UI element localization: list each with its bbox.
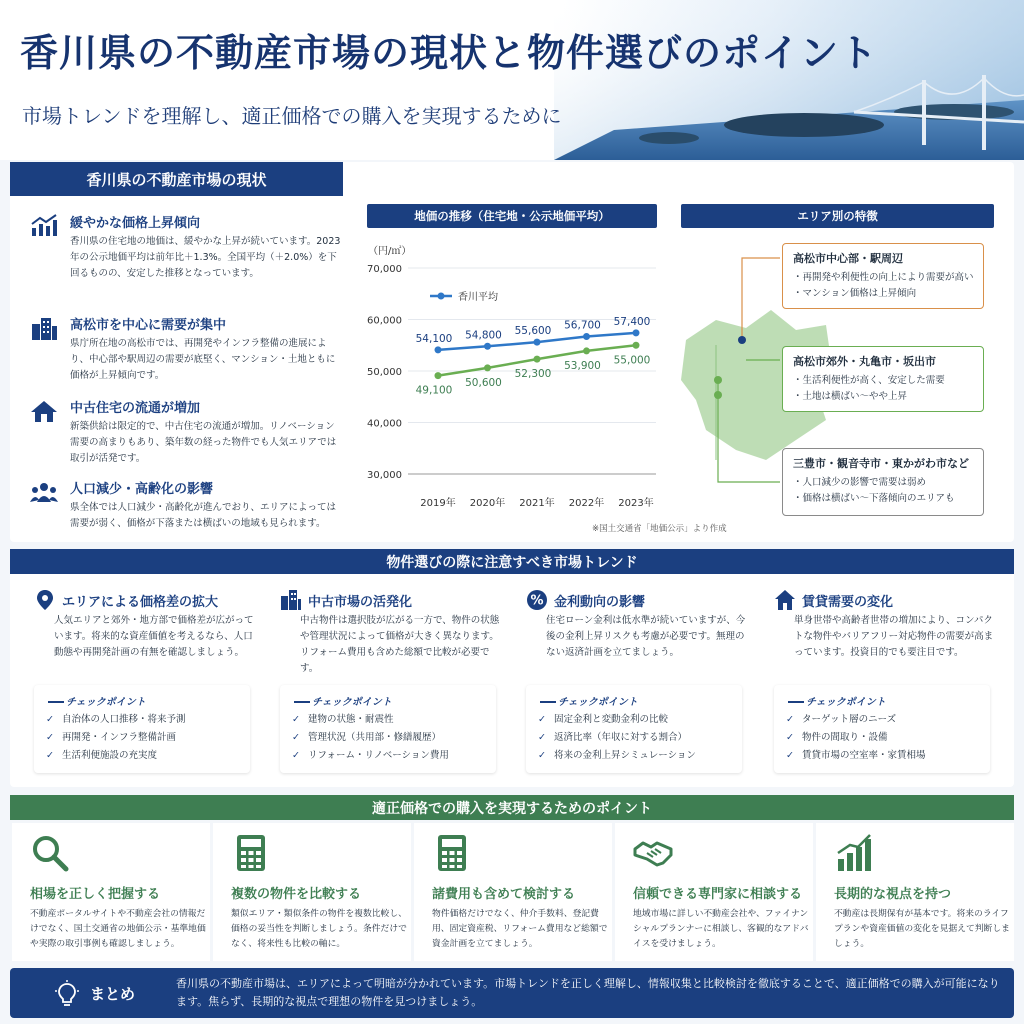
chart-title: 地価の推移（住宅地・公示地価平均） xyxy=(367,204,657,228)
house-icon xyxy=(30,399,58,423)
point-text: 不動産ポータルサイトや不動産会社の情報だけでなく、国土交通省の地価公示・基準地価や実際の取引事例も確認しましょう。 xyxy=(30,909,206,949)
x-tick-label: 2023年 xyxy=(618,498,654,509)
status-item-price xyxy=(30,212,340,302)
data-point xyxy=(534,356,541,363)
data-label: 50,600 xyxy=(465,376,502,389)
calculator-icon xyxy=(432,833,472,873)
building-icon xyxy=(30,316,58,340)
data-point xyxy=(534,339,541,346)
checkpoint-item: ✓ 固定金利と変動金利の比較 xyxy=(538,714,668,725)
y-axis-label: （円/㎡） xyxy=(368,246,412,257)
checkpoint-label: チェックポイント xyxy=(48,693,146,708)
trend-title: 中古市場の活発化 xyxy=(308,595,413,610)
status-item-title: 緩やかな価格上昇傾向 xyxy=(70,216,201,231)
point-title: 長期的な視点を持つ xyxy=(834,887,952,902)
area-callout-suburbs xyxy=(782,346,984,412)
checkpoint-box xyxy=(526,685,742,773)
bar-chart-icon xyxy=(834,833,874,873)
data-label: 49,100 xyxy=(415,384,453,397)
x-tick-label: 2021年 xyxy=(519,498,555,509)
summary-text: 香川県の不動産市場は、エリアによって明暗が分かれています。市場トレンドを正しく理解し、情報収集と比較検討を徹底することで、適正価格での購入が可能になります。焦らず、長期的な視点で理想の物件を見つけましょう。 xyxy=(176,977,1000,1008)
checkpoint-item: ✓ 賃貸市場の空室率・家賃相場 xyxy=(786,750,926,761)
people-icon xyxy=(30,480,58,504)
status-item-title: 人口減少・高齢化の影響 xyxy=(70,482,214,497)
area-callout-line: ・マンション価格は上昇傾向 xyxy=(793,288,917,299)
land-price-chart xyxy=(360,236,670,518)
checkpoint-item: ✓ ターゲット層のニーズ xyxy=(786,714,897,725)
check-icon: ✓ xyxy=(538,714,546,725)
area-callout-line: ・人口減少の影響で需要は弱め xyxy=(793,477,927,488)
summary-label: まとめ xyxy=(90,985,136,1003)
trend-card-rental xyxy=(754,585,994,775)
area-callout-central xyxy=(782,243,984,309)
area-heading: エリア別の特徴 xyxy=(681,204,994,228)
checkpoint-item: ✓ リフォーム・リノベーション費用 xyxy=(292,750,449,761)
magnifier-icon xyxy=(30,833,70,873)
checkpoint-label: チェックポイント xyxy=(294,693,392,708)
check-icon: ✓ xyxy=(786,714,794,725)
point-card-expert xyxy=(615,823,813,961)
area-callout-west-east xyxy=(782,448,984,516)
y-tick-label: 50,000 xyxy=(367,367,402,378)
point-card-market xyxy=(12,823,210,961)
buildings-icon xyxy=(280,589,302,611)
trend-card-used-market xyxy=(260,585,500,775)
point-title: 相場を正しく把握する xyxy=(30,887,161,902)
area-callout-title: 三豊市・観音寺市・東かがわ市など xyxy=(793,457,969,470)
handshake-icon xyxy=(633,833,673,873)
data-label: 55,000 xyxy=(613,354,651,367)
chart-source-note: ※国土交通省「地価公示」より作成 xyxy=(592,524,727,534)
check-icon: ✓ xyxy=(538,750,546,761)
data-label: 53,900 xyxy=(564,359,601,372)
points-heading: 適正価格での購入を実現するためのポイント xyxy=(10,795,1014,820)
home-icon xyxy=(774,589,796,611)
point-text: 地域市場に詳しい不動産会社や、ファイナンシャルプランナーに相談し、客観的なアドバイスを受けましょう。 xyxy=(633,909,809,949)
data-point xyxy=(633,342,640,349)
status-item-title: 中古住宅の流通が増加 xyxy=(70,401,201,416)
point-text: 物件価格だけでなく、仲介手数料、登記費用、固定資産税、リフォーム費用など総額で資金計画を立てましょう。 xyxy=(432,909,608,949)
svg-text:%: % xyxy=(530,593,544,609)
area-callout-title: 高松市中心部・駅周辺 xyxy=(793,252,903,265)
data-label: 54,100 xyxy=(415,332,453,345)
status-item-title: 高松市を中心に需要が集中 xyxy=(70,318,227,333)
status-item-text: 県全体では人口減少・高齢化が進んでおり、エリアによっては需要が弱く、価格が下落または横ばいの地域も見られます。 xyxy=(70,502,337,529)
trend-title: エリアによる価格差の拡大 xyxy=(62,595,219,610)
y-tick-label: 30,000 xyxy=(367,470,402,481)
checkpoint-item: ✓ 将来の金利上昇シミュレーション xyxy=(538,750,696,761)
data-point xyxy=(633,329,640,336)
trend-card-interest xyxy=(506,585,746,775)
checkpoint-item: ✓ 建物の状態・耐震性 xyxy=(292,714,394,725)
check-icon: ✓ xyxy=(786,732,794,743)
checkpoint-label: チェックポイント xyxy=(540,693,638,708)
trend-title: 金利動向の影響 xyxy=(554,595,646,610)
check-icon: ✓ xyxy=(292,732,300,743)
y-tick-label: 40,000 xyxy=(367,418,402,430)
checkpoint-item: ✓ 返済比率（年収に対する割合） xyxy=(538,732,687,743)
point-text: 類似エリア・類似条件の物件を複数比較し、価格の妥当性を判断しましょう。条件だけでなく、将来性も比較の軸に。 xyxy=(231,909,407,949)
point-card-compare xyxy=(213,823,411,961)
data-label: 55,600 xyxy=(514,325,552,338)
point-card-long-term xyxy=(816,823,1014,961)
x-tick-label: 2020年 xyxy=(469,498,506,509)
trend-text: 住宅ローン金利は低水準が続いていますが、今後の金利上昇リスクも考慮が必要です。無理のない返済計画を立てましょう。 xyxy=(546,615,746,658)
calculator-icon xyxy=(231,833,271,873)
trends-heading: 物件選びの際に注意すべき市場トレンド xyxy=(10,549,1014,574)
y-tick-label: 60,000 xyxy=(367,315,402,327)
status-item-text: 新築供給は限定的で、中古住宅の流通が増加。リノベーション需要の高まりもあり、築年数の経った物件でも人気エリアでは取引が活発です。 xyxy=(70,421,337,464)
check-icon: ✓ xyxy=(538,732,546,743)
x-tick-label: 2022年 xyxy=(568,498,605,509)
data-point xyxy=(484,343,491,350)
area-callout-line: ・再開発や利便性の向上により需要が高い xyxy=(793,272,974,283)
data-point xyxy=(435,372,442,379)
percent-icon xyxy=(526,589,548,611)
chart-up-icon xyxy=(30,214,58,238)
trend-text: 中古物件は選択肢が広がる一方で、物件の状態や管理状況によって価格が大きく異なります。リフォーム費用も含めた総額で比較が必要です。 xyxy=(300,615,500,674)
checkpoint-item: ✓ 管理状況（共用部・修繕履歴） xyxy=(292,732,441,743)
lightbulb-icon xyxy=(54,980,80,1008)
checkpoint-box xyxy=(280,685,496,773)
point-title: 諸費用も含めて検討する xyxy=(432,887,576,902)
check-icon: ✓ xyxy=(46,714,54,725)
check-icon: ✓ xyxy=(292,714,300,725)
checkpoint-item: ✓ 物件の間取り・設備 xyxy=(786,732,888,743)
point-text: 不動産は長期保有が基本です。将来のライフプランや資産価値の変化を見据えて判断しましょう。 xyxy=(834,909,1010,949)
y-tick-label: 70,000 xyxy=(367,264,402,275)
checkpoint-box xyxy=(774,685,990,773)
trend-text: 単身世帯や高齢者世帯の増加により、コンパクトな物件やバリアフリー対応物件の需要が高まっています。投資目的でも要注目です。 xyxy=(794,615,994,658)
page-subtitle: 市場トレンドを理解し、適正価格での購入を実現するために xyxy=(22,104,562,128)
data-label: 52,300 xyxy=(514,368,552,381)
checkpoint-item: ✓ 自治体の人口推移・将来予測 xyxy=(46,714,186,725)
area-callout-title: 高松市郊外・丸亀市・坂出市 xyxy=(793,355,936,368)
status-item-used-homes xyxy=(30,397,340,477)
data-label: 56,700 xyxy=(564,319,601,332)
page-title: 香川県の不動産市場の現状と物件選びのポイント xyxy=(20,30,879,75)
data-point xyxy=(583,333,590,340)
area-callout-line: ・価格は横ばい～下落傾向のエリアも xyxy=(793,493,955,504)
checkpoint-item: ✓ 生活利便施設の充実度 xyxy=(46,750,157,761)
point-title: 信頼できる専門家に相談する xyxy=(633,887,803,902)
map-pin-icon xyxy=(34,589,56,611)
current-status-heading: 香川県の不動産市場の現状 xyxy=(10,162,343,196)
checkpoint-item: ✓ 再開発・インフラ整備計画 xyxy=(46,732,176,743)
data-point xyxy=(484,364,491,371)
status-item-text: 香川県の住宅地の地価は、緩やかな上昇が続いています。2023年の公示地価平均は前年比＋1.3%。全国平均（＋2.0%）を下回るものの、安定した推移となっています。 xyxy=(70,236,341,279)
status-item-text: 県庁所在地の高松市では、再開発やインフラ整備の進展により、中心部や駅周辺の需要が底堅く、マンション・土地ともに価格が上昇傾向です。 xyxy=(70,338,336,381)
status-item-population xyxy=(30,478,340,538)
trend-text: 人気エリアと郊外・地方部で価格差が広がっています。将来的な資産価値を考えるなら、人口動態や再開発計画の有無を確認しましょう。 xyxy=(54,615,254,658)
status-item-takamatsu xyxy=(30,314,340,394)
checkpoint-label: チェックポイント xyxy=(788,693,886,708)
area-callout-line: ・生活利便性が高く、安定した需要 xyxy=(793,375,945,386)
check-icon: ✓ xyxy=(786,750,794,761)
area-callout-line: ・土地は横ばい～やや上昇 xyxy=(793,391,908,402)
page-header xyxy=(0,0,1024,160)
x-tick-label: 2019年 xyxy=(420,498,456,509)
data-point xyxy=(583,347,590,354)
trend-title: 賃貸需要の変化 xyxy=(802,595,894,610)
trend-card-area-gap xyxy=(14,585,254,775)
point-title: 複数の物件を比較する xyxy=(231,887,362,902)
checkpoint-box xyxy=(34,685,250,773)
check-icon: ✓ xyxy=(46,732,54,743)
data-point xyxy=(435,346,442,353)
legend-label: 香川平均 xyxy=(458,292,498,303)
data-label: 54,800 xyxy=(465,329,502,342)
legend-marker xyxy=(438,293,445,300)
data-label: 57,400 xyxy=(613,315,651,328)
point-card-costs xyxy=(414,823,612,961)
summary-banner xyxy=(10,968,1014,1018)
check-icon: ✓ xyxy=(46,750,54,761)
check-icon: ✓ xyxy=(292,750,300,761)
